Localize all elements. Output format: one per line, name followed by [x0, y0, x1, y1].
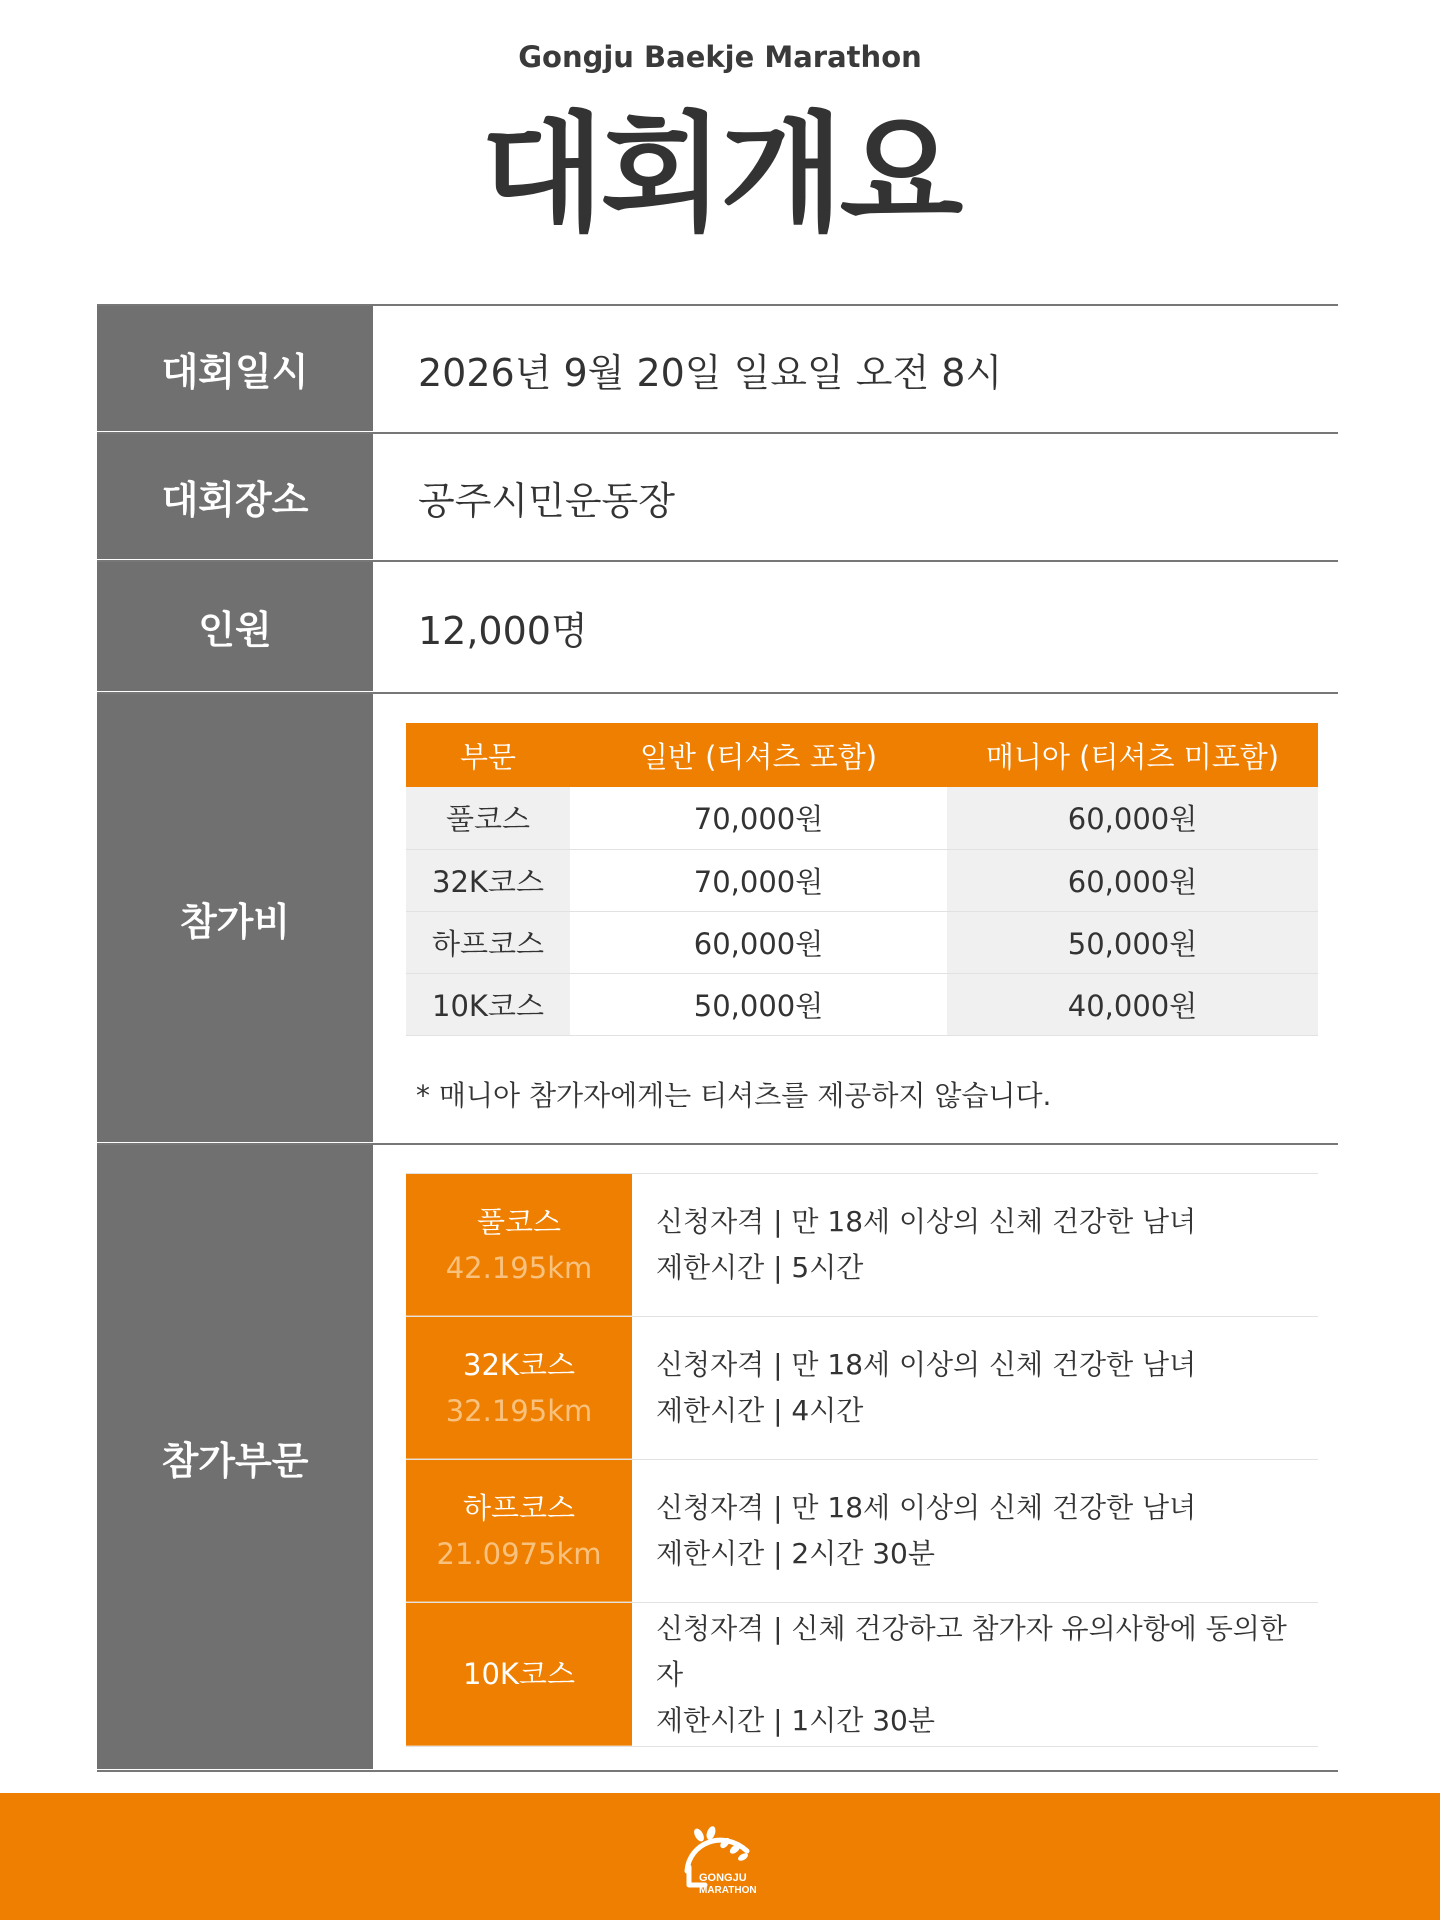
- count-label: 인원: [97, 562, 373, 692]
- division-list: [406, 1173, 1318, 1747]
- fee-division: 하프코스: [406, 911, 570, 973]
- division-qualification: 신청자격 | 만 18세 이상의 신체 건강한 남녀: [656, 1205, 1197, 1238]
- division-time-limit: 제한시간 | 5시간: [656, 1251, 864, 1284]
- fee-table: [406, 723, 1318, 1036]
- list-item: [406, 1317, 1318, 1460]
- table-row: [406, 849, 1318, 911]
- row-place: [97, 432, 1338, 560]
- fee-note: * 매니아 참가자에게는 티셔츠를 제공하지 않습니다.: [416, 1078, 1052, 1112]
- fee-general: 70,000원: [570, 849, 947, 911]
- list-item: [406, 1460, 1318, 1603]
- division-distance: 32.195km: [445, 1393, 593, 1428]
- division-box: [373, 1145, 1338, 1770]
- table-row: [406, 787, 1318, 849]
- logo-text-marathon: MARATHON: [699, 1885, 757, 1896]
- list-item: [406, 1603, 1318, 1747]
- row-date: [97, 304, 1338, 432]
- place-label: 대회장소: [97, 434, 373, 560]
- fee-header-mania: 매니아 (티셔츠 미포함): [947, 723, 1318, 787]
- overview-table: [97, 304, 1338, 1772]
- fee-general: 60,000원: [570, 911, 947, 973]
- division-desc: [632, 1460, 1318, 1602]
- division-name-cell: [406, 1603, 632, 1746]
- division-qualification: 신청자격 | 신체 건강하고 참가자 유의사항에 동의한 자: [656, 1611, 1287, 1691]
- division-name: 하프코스: [462, 1490, 576, 1525]
- page-subtitle: Gongju Baekje Marathon: [518, 40, 922, 74]
- division-time-limit: 제한시간 | 2시간 30분: [656, 1537, 935, 1570]
- division-desc: [632, 1317, 1318, 1459]
- division-distance: 21.0975km: [436, 1536, 602, 1571]
- division-name-cell: [406, 1460, 632, 1602]
- table-row: [406, 911, 1318, 973]
- division-distance: 42.195km: [445, 1250, 593, 1285]
- fee-label: 참가비: [97, 694, 373, 1143]
- date-label: 대회일시: [97, 306, 373, 432]
- fee-mania: 50,000원: [947, 911, 1318, 973]
- table-row: [406, 973, 1318, 1035]
- division-name-cell: [406, 1317, 632, 1459]
- division-desc: [632, 1603, 1318, 1746]
- row-count: [97, 560, 1338, 692]
- division-qualification: 신청자격 | 만 18세 이상의 신체 건강한 남녀: [656, 1491, 1197, 1524]
- list-item: [406, 1174, 1318, 1317]
- fee-division: 32K코스: [406, 849, 570, 911]
- fee-general: 50,000원: [570, 973, 947, 1035]
- division-name: 10K코스: [463, 1657, 575, 1691]
- fee-header-general: 일반 (티셔츠 포함): [570, 723, 947, 787]
- division-name: 풀코스: [476, 1204, 562, 1239]
- row-division: [97, 1143, 1338, 1772]
- division-qualification: 신청자격 | 만 18세 이상의 신체 건강한 남녀: [656, 1348, 1197, 1381]
- division-desc: [632, 1174, 1318, 1316]
- division-name-cell: [406, 1174, 632, 1316]
- fee-mania: 40,000원: [947, 973, 1318, 1035]
- fee-division: 10K코스: [406, 973, 570, 1035]
- page-title: 대회개요: [480, 100, 960, 249]
- division-time-limit: 제한시간 | 4시간: [656, 1394, 864, 1427]
- fee-header-division: 부문: [406, 723, 570, 787]
- fee-general: 70,000원: [570, 787, 947, 849]
- count-value: 12,000명: [418, 608, 588, 653]
- fee-header-row: [406, 723, 1318, 787]
- row-fee: [97, 692, 1338, 1143]
- division-time-limit: 제한시간 | 1시간 30분: [656, 1703, 935, 1737]
- runner-grain-logo-icon: [679, 1821, 763, 1897]
- date-value: 2026년 9월 20일 일요일 오전 8시: [418, 350, 1003, 395]
- logo-text-gongju: GONGJU: [699, 1872, 747, 1884]
- division-label: 참가부문: [97, 1145, 373, 1770]
- fee-mania: 60,000원: [947, 849, 1318, 911]
- fee-division: 풀코스: [406, 787, 570, 849]
- division-name: 32K코스: [463, 1347, 575, 1382]
- footer-bar: [0, 1793, 1440, 1920]
- fee-box: [373, 694, 1338, 1143]
- fee-mania: 60,000원: [947, 787, 1318, 849]
- place-value: 공주시민운동장: [418, 478, 675, 523]
